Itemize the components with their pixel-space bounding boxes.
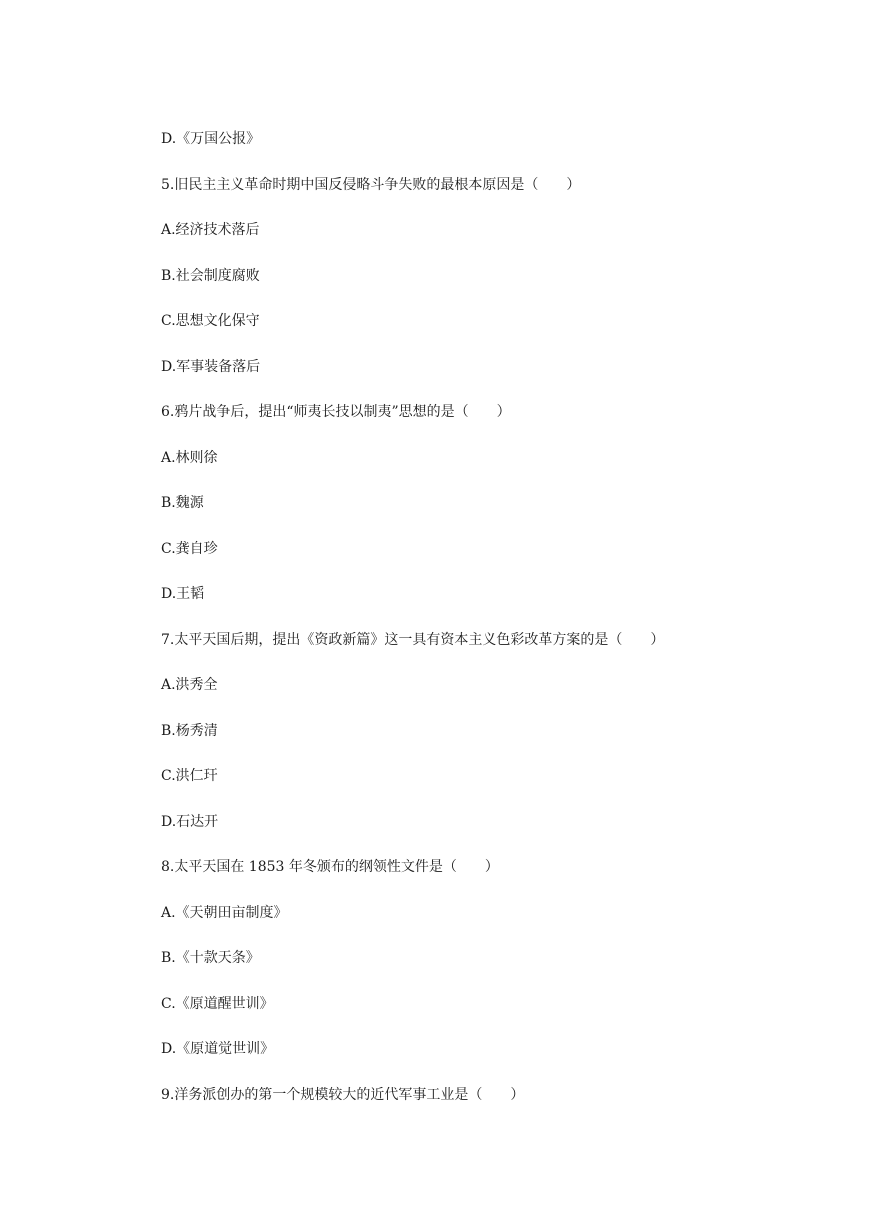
question-5: 5.旧民主主义革命时期中国反侵略斗争失败的最根本原因是（ ） (161, 177, 581, 193)
question-8: 8.太平天国在 1853 年冬颁布的纲领性文件是（ ） (161, 859, 499, 875)
question-9: 9.洋务派创办的第一个规模较大的近代军事工业是（ ） (161, 1087, 525, 1103)
question-7-option-c: C.洪仁玕 (161, 768, 218, 784)
question-8-option-a: A.《天朝田亩制度》 (161, 905, 288, 921)
question-6-option-c: C.龚自珍 (161, 541, 218, 557)
question-6-option-d: D.王韬 (161, 586, 205, 602)
question-6-option-b: B.魏源 (161, 495, 204, 511)
option-d-wanguo-gongbao: D.《万国公报》 (161, 131, 261, 147)
question-6: 6.鸦片战争后，提出“师夷长技以制夷”思想的是（ ） (161, 404, 511, 420)
question-7: 7.太平天国后期，提出《资政新篇》这一具有资本主义色彩改革方案的是（ ） (161, 632, 665, 648)
question-6-option-a: A.林则徐 (161, 450, 218, 466)
question-5-option-b: B.社会制度腐败 (161, 268, 260, 284)
question-8-option-c: C.《原道醒世训》 (161, 996, 274, 1012)
question-5-option-d: D.军事装备落后 (161, 359, 261, 375)
question-5-option-c: C.思想文化保守 (161, 313, 260, 329)
question-8-option-b: B.《十款天条》 (161, 950, 260, 966)
question-7-option-d: D.石达开 (161, 814, 219, 830)
question-8-option-d: D.《原道觉世训》 (161, 1041, 275, 1057)
question-7-option-a: A.洪秀全 (161, 677, 218, 693)
question-7-option-b: B.杨秀清 (161, 723, 218, 739)
question-5-option-a: A.经济技术落后 (161, 222, 260, 238)
